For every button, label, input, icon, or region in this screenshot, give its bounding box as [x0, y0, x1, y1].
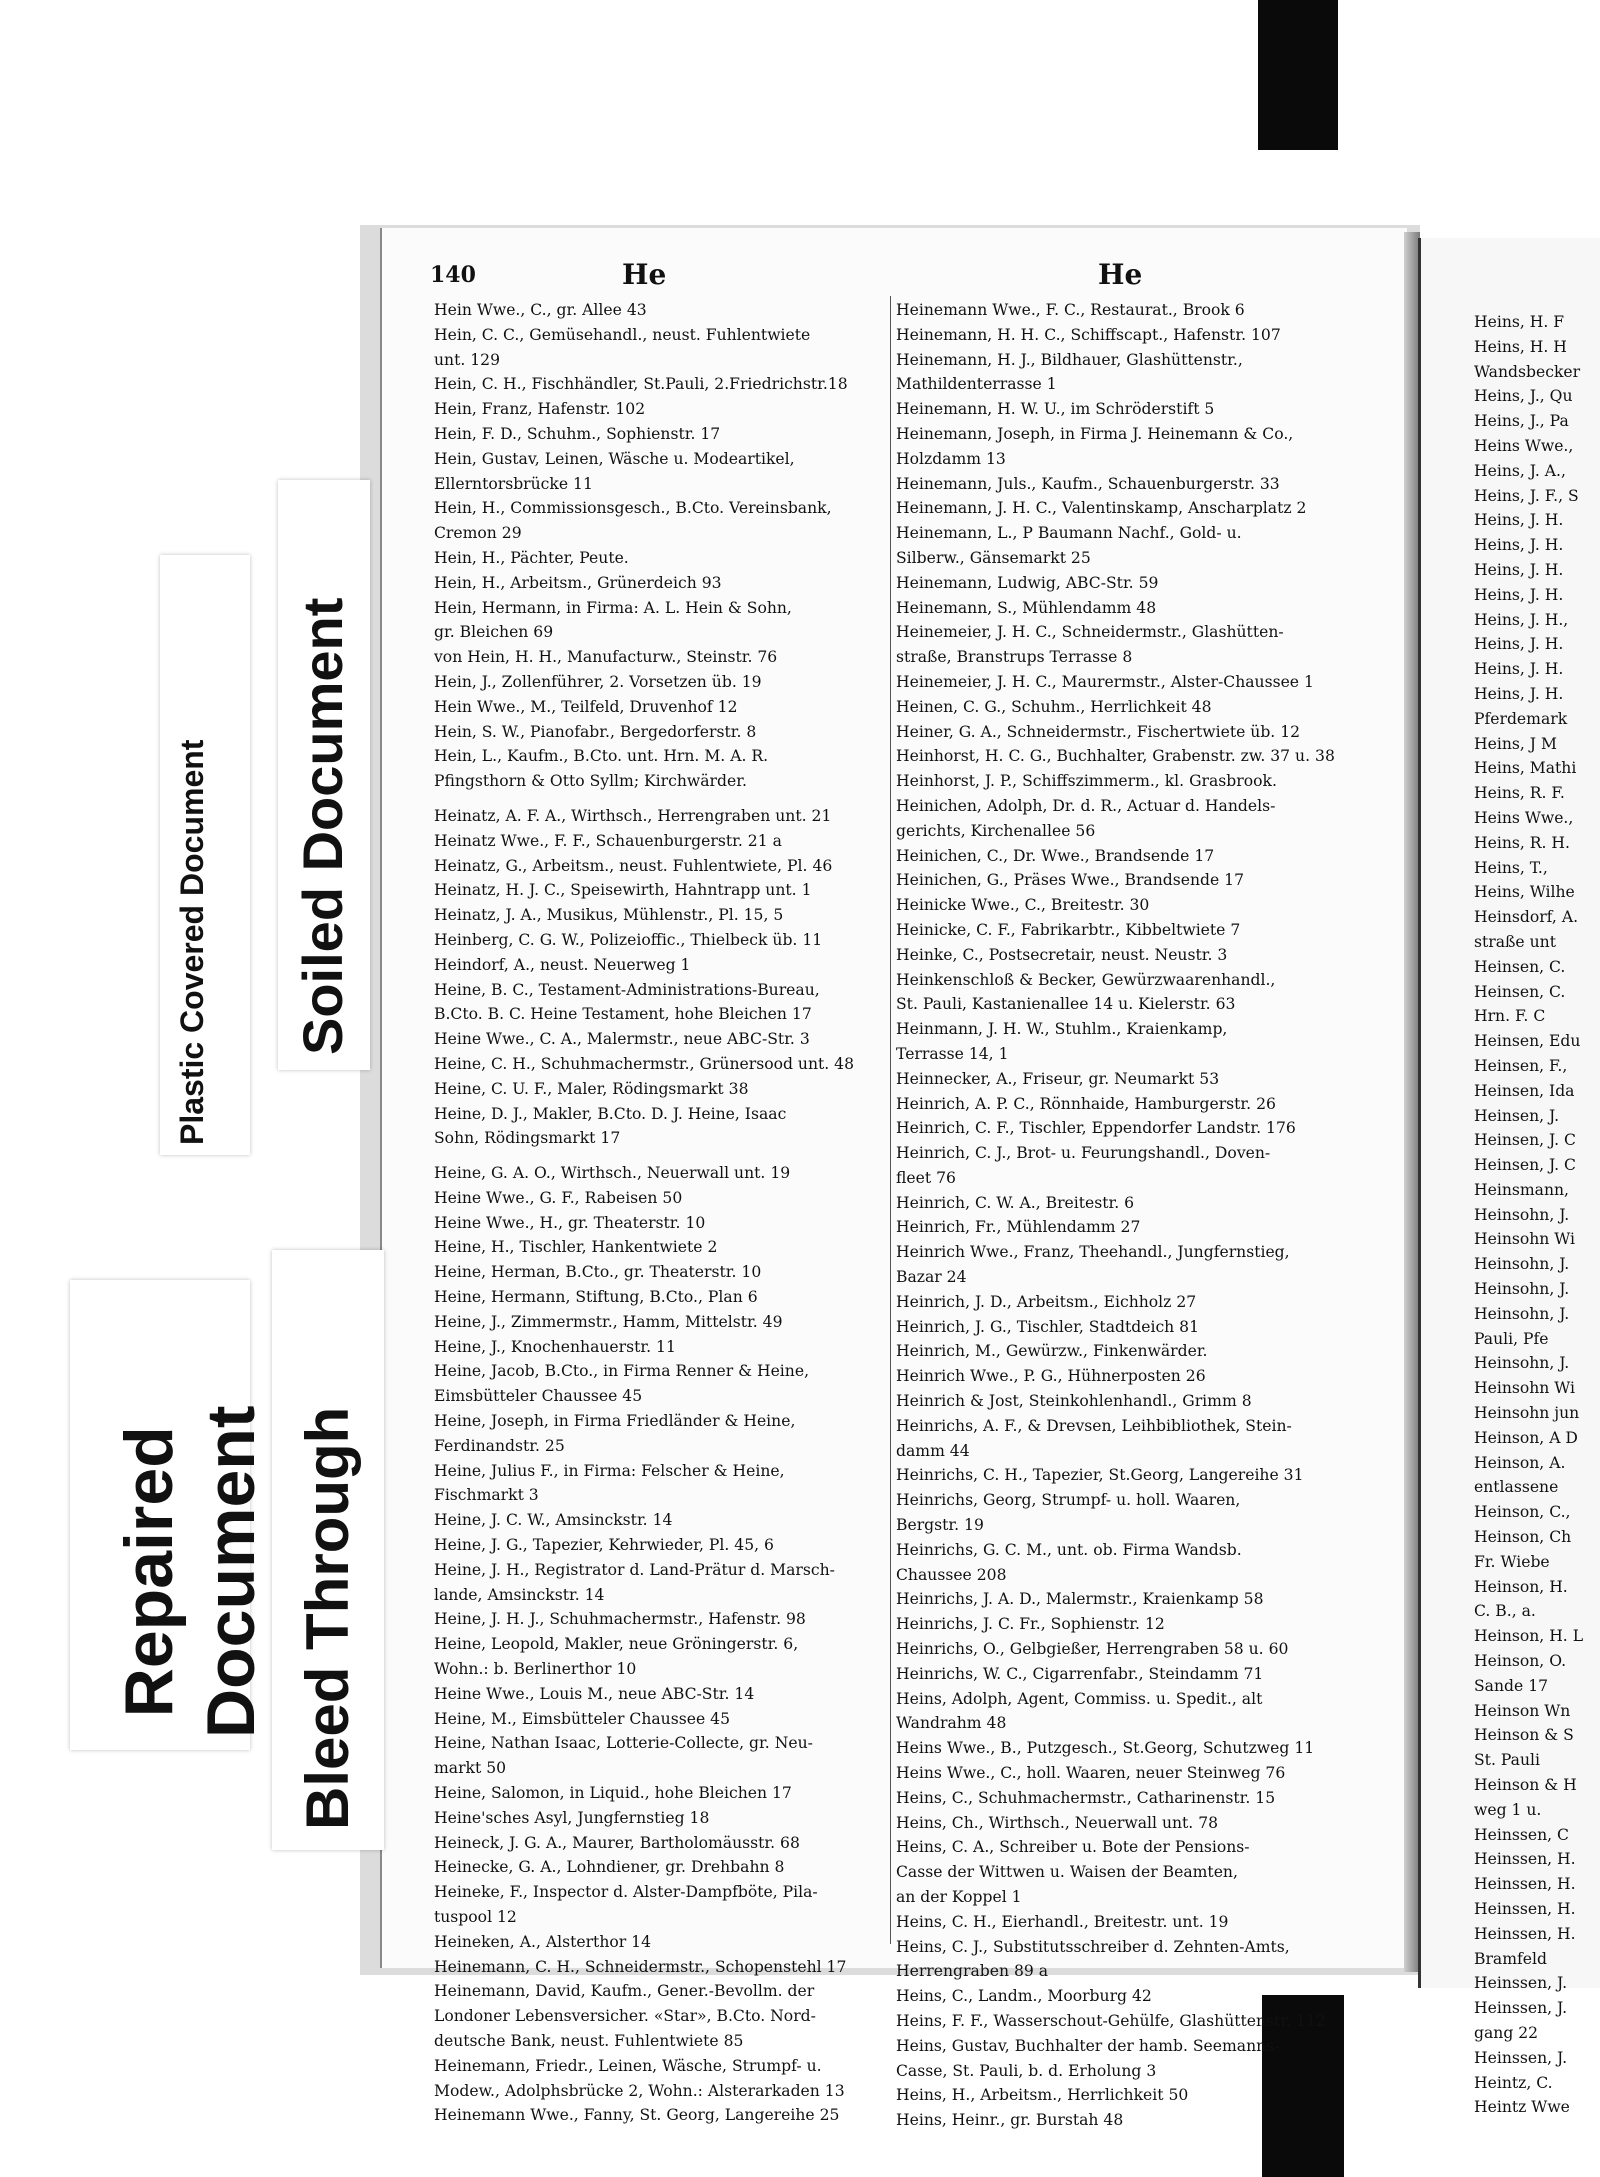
directory-entry: Hein, C. C., Gemüsehandl., neust. Fuhlentwiete [434, 325, 811, 344]
directory-entry: deutsche Bank, neust. Fuhlentwiete 85 [434, 2031, 744, 2050]
directory-entry: Heine, Jacob, B.Cto., in Firma Renner & Heine, [434, 1362, 810, 1381]
directory-entry: Heinemann, Joseph, in Firma J. Heinemann & Co., [896, 424, 1294, 443]
directory-entry: weg 1 u. [1474, 1800, 1542, 1819]
directory-entry: Heinrich, A. P. C., Rönnhaide, Hamburgerstr. 26 [896, 1094, 1276, 1113]
directory-entry: Heinemann, H. J., Bildhauer, Glashüttenstr., [896, 350, 1243, 369]
directory-entry: Heins, H. H [1474, 337, 1567, 356]
directory-entry: Heins Wwe., [1474, 436, 1574, 455]
directory-entry: Heinichen, Adolph, Dr. d. R., Actuar d. Handels- [896, 796, 1276, 815]
directory-entry: Heinsen, F., [1474, 1056, 1568, 1075]
label-soiled: Soiled Document [291, 597, 354, 1055]
directory-entry: Heinrichs, W. C., Cigarrenfabr., Steindamm 71 [896, 1664, 1264, 1683]
directory-entry: Pauli, Pfe [1474, 1329, 1549, 1348]
directory-entry: Hein, J., Zollenführer, 2. Vorsetzen üb. 19 [434, 672, 762, 691]
directory-entry: Heins, C. A., Schreiber u. Bote der Pensions- [896, 1838, 1250, 1857]
directory-entry: Heinrich Wwe., Franz, Theehandl., Jungfernstieg, [896, 1243, 1290, 1262]
directory-entry: Heins, J., Pa [1474, 412, 1569, 431]
directory-entry: Heine, G. A. O., Wirthsch., Neuerwall unt. 19 [434, 1164, 791, 1183]
directory-entry: Pferdemark [1474, 709, 1568, 728]
directory-entry: Chaussee 208 [896, 1565, 1007, 1584]
directory-entry: Heinrich, Fr., Mühlendamm 27 [896, 1218, 1141, 1237]
directory-entry: Heinberg, C. G. W., Polizeioffic., Thielbeck üb. 11 [434, 930, 823, 949]
directory-entry: Heinson & S [1474, 1726, 1574, 1745]
directory-entry: Heine, D. J., Makler, B.Cto. D. J. Heine, Isaac [434, 1104, 787, 1123]
directory-entry: Heinemann, S., Mühlendamm 48 [896, 598, 1157, 617]
directory-entry: Heins Wwe., [1474, 808, 1574, 827]
directory-entry: Heinemann Wwe., F. C., Restaurat., Brook 6 [896, 301, 1245, 319]
directory-entry: Heinkenschloß & Becker, Gewürzwaarenhandl., [896, 970, 1276, 989]
directory-entry: markt 50 [434, 1759, 507, 1778]
directory-entry: Heins, H. F [1474, 313, 1565, 331]
directory-entry: Eimsbütteler Chaussee 45 [434, 1387, 643, 1406]
directory-entry: Ellerntorsbrücke 11 [434, 474, 593, 493]
directory-entry: Heinsen, Ida [1474, 1081, 1575, 1100]
directory-entry: Heins Wwe., B., Putzgesch., St.Georg, Schutzweg 11 [896, 1739, 1315, 1758]
directory-entry: Hein Wwe., C., gr. Allee 43 [434, 301, 647, 319]
directory-entry: Heine, Hermann, Stiftung, B.Cto., Plan 6 [434, 1288, 758, 1307]
directory-entry: entlassene [1474, 1478, 1559, 1497]
directory-entry: Hein, F. D., Schuhm., Sophienstr. 17 [434, 424, 721, 443]
directory-entry: Heins, R. H. [1474, 833, 1570, 852]
directory-entry: lande, Amsinckstr. 14 [434, 1585, 605, 1604]
directory-entry: Heinson, H. [1474, 1577, 1568, 1596]
directory-entry: Heins, Heinr., gr. Burstah 48 [896, 2111, 1124, 2130]
directory-entry: Hein, H., Commissionsgesch., B.Cto. Vereinsbank, [434, 499, 832, 518]
directory-entry: fleet 76 [896, 1168, 956, 1187]
directory-entry: Heins, Mathi [1474, 759, 1577, 778]
directory-entry: Heinssen, H. [1474, 1924, 1576, 1943]
directory-entry: unt. 129 [434, 350, 501, 369]
directory-entry: Heine, Leopold, Makler, neue Gröningerstr. 6, [434, 1635, 799, 1654]
directory-entry: Heinsen, C. [1474, 957, 1566, 976]
directory-entry: Heinson, H. L [1474, 1627, 1584, 1646]
directory-entry: Heinson, A D [1474, 1428, 1578, 1447]
directory-entry: Cremon 29 [434, 524, 522, 543]
directory-entry: Heinrich, M., Gewürzw., Finkenwärder. [896, 1342, 1208, 1361]
directory-entry: tuspool 12 [434, 1908, 517, 1926]
directory-entry: Sohn, Rödingsmarkt 17 [434, 1129, 621, 1148]
middle-column [896, 298, 1352, 2133]
directory-entry: Heinemeier, J. H. C., Maurermstr., Alster-Chaussee 1 [896, 672, 1314, 691]
directory-entry: Hein, Franz, Hafenstr. 102 [434, 400, 646, 419]
directory-entry: Heinichen, C., Dr. Wwe., Brandsende 17 [896, 846, 1215, 865]
directory-entry: straße, Branstrups Terrasse 8 [896, 648, 1133, 667]
directory-entry: Silberw., Gänsemarkt 25 [896, 548, 1091, 567]
directory-entry: Sande 17 [1474, 1676, 1549, 1695]
directory-entry: Heinemeier, J. H. C., Schneidermstr., Glashütten- [896, 623, 1284, 642]
directory-entry [434, 1151, 890, 1161]
directory-entry: Heins, H., Arbeitsm., Herrlichkeit 50 [896, 2086, 1189, 2105]
directory-entry: straße unt [1474, 932, 1556, 951]
directory-entry: Heinatz, J. A., Musikus, Mühlenstr., Pl. 15, 5 [434, 906, 784, 925]
directory-entry: Heinson, A. [1474, 1453, 1566, 1472]
directory-entry: Heinemann, Friedr., Leinen, Wäsche, Strumpf- u. [434, 2056, 822, 2075]
directory-entry: Heinsen, J. C [1474, 1156, 1576, 1175]
directory-entry: Heins, Adolph, Agent, Commiss. u. Spedit., alt [896, 1689, 1263, 1708]
directory-entry: Heine, B. C., Testament-Administrations-Bureau, [434, 980, 820, 999]
directory-entry: Heinsohn Wi [1474, 1230, 1576, 1249]
directory-entry: damm 44 [896, 1441, 970, 1460]
directory-entry: Heins, J. H. [1474, 560, 1564, 579]
directory-entry: Heinrichs, C. H., Tapezier, St.Georg, Langereihe 31 [896, 1466, 1304, 1485]
directory-entry: Heins, R. F. [1474, 784, 1565, 803]
directory-entry: Casse, St. Pauli, b. d. Erholung 3 [896, 2061, 1157, 2080]
directory-entry: Heinhorst, J. P., Schiffszimmerm., kl. Grasbrook. [896, 772, 1277, 791]
directory-entry: Heinrich Wwe., P. G., Hühnerposten 26 [896, 1367, 1206, 1386]
directory-entry: Hrn. F. C [1474, 1007, 1546, 1026]
directory-entry: Londoner Lebensversicher. «Star», B.Cto. Nord- [434, 2007, 816, 2026]
directory-entry: Heine, J. H., Registrator d. Land-Prätur d. Marsch- [434, 1560, 835, 1579]
directory-entry: C. B., a. [1474, 1602, 1536, 1621]
directory-entry: Heinatz, H. J. C., Speisewirth, Hahntrapp unt. 1 [434, 881, 812, 900]
directory-entry: Ferdinandstr. 25 [434, 1436, 565, 1455]
directory-entry: Heine, C. U. F., Maler, Rödingsmarkt 38 [434, 1079, 749, 1098]
directory-entry: Wandrahm 48 [896, 1714, 1007, 1733]
directory-entry: Heine Wwe., Louis M., neue ABC-Str. 14 [434, 1684, 755, 1703]
directory-entry: Heinrich & Jost, Steinkohlenhandl., Grimm 8 [896, 1392, 1252, 1411]
directory-entry: Heinicke Wwe., C., Breitestr. 30 [896, 896, 1150, 915]
black-tape-top [1258, 0, 1338, 150]
directory-entry: Heine, Nathan Isaac, Lotterie-Collecte, gr. Neu- [434, 1734, 813, 1753]
directory-entry: Mathildenterrasse 1 [896, 375, 1057, 394]
directory-entry: Wandsbecker [1474, 362, 1581, 381]
directory-entry: Heinssen, H. [1474, 1850, 1576, 1869]
directory-entry: Heine, C. H., Schuhmachermstr., Grünersood unt. 48 [434, 1054, 855, 1073]
directory-entry: Heinecke, G. A., Lohndiener, gr. Drehbahn 8 [434, 1858, 785, 1877]
directory-entry: Heineke, F., Inspector d. Alster-Dampfböte, Pila- [434, 1883, 818, 1902]
directory-entry: Heins, J. H. [1474, 585, 1564, 604]
directory-entry: Fischmarkt 3 [434, 1486, 539, 1505]
directory-entry: Hein, Gustav, Leinen, Wäsche u. Modeartikel, [434, 449, 795, 468]
directory-entry: Wohn.: b. Berlinerthor 10 [434, 1660, 637, 1679]
directory-entry: Hein, Hermann, in Firma: A. L. Hein & Sohn, [434, 598, 792, 617]
running-head-right: He [1098, 258, 1143, 291]
directory-entry [434, 794, 890, 804]
directory-entry: Heins, J. H. [1474, 684, 1564, 703]
directory-entry: Heins, J. H. [1474, 511, 1564, 530]
directory-entry: Heins, J. H., [1474, 610, 1569, 629]
directory-entry: Heinrich, C. W. A., Breitestr. 6 [896, 1193, 1135, 1212]
directory-entry: Heine, Salomon, in Liquid., hohe Bleichen 17 [434, 1784, 792, 1803]
directory-entry: Heins, F. F., Wasserschout-Gehülfe, Glashüttenstr. 112 [896, 2011, 1326, 2030]
directory-entry: Heinemann, Juls., Kaufm., Schauenburgerstr. 33 [896, 474, 1280, 493]
directory-entry: Heinsohn, J. [1474, 1205, 1570, 1224]
directory-entry: St. Pauli [1474, 1751, 1540, 1770]
directory-entry: Heinson, Ch [1474, 1528, 1572, 1547]
directory-entry: Bergstr. 19 [896, 1516, 984, 1535]
directory-entry: Heinsen, J. [1474, 1106, 1560, 1125]
directory-entry: Heinssen, J. [1474, 1974, 1568, 1993]
directory-entry: Heine Wwe., H., gr. Theaterstr. 10 [434, 1213, 706, 1232]
directory-entry: Heins Wwe., C., holl. Waaren, neuer Steinweg 76 [896, 1764, 1286, 1783]
directory-entry: Heine, Herman, B.Cto., gr. Theaterstr. 10 [434, 1263, 762, 1282]
directory-entry: Heine'sches Asyl, Jungfernstieg 18 [434, 1808, 710, 1827]
directory-entry: Heinicke, C. F., Fabrikarbtr., Kibbeltwiete 7 [896, 920, 1241, 939]
directory-entry: Heintz, C. [1474, 2073, 1553, 2092]
directory-entry: Heine, Julius F., in Firma: Felscher & Heine, [434, 1461, 785, 1480]
directory-entry: Heinemann, H. W. U., im Schröderstift 5 [896, 400, 1215, 419]
directory-entry: Heins, Ch., Wirthsch., Neuerwall unt. 78 [896, 1813, 1219, 1832]
directory-entry: Heinssen, H. [1474, 1875, 1576, 1894]
directory-entry: gang 22 [1474, 2023, 1539, 2042]
directory-entry: Heinsmann, [1474, 1180, 1569, 1199]
directory-entry: Heine Wwe., C. A., Malermstr., neue ABC-Str. 3 [434, 1030, 810, 1049]
directory-entry: Heine Wwe., G. F., Rabeisen 50 [434, 1188, 683, 1207]
label-bleed-through: Bleed Through [294, 1406, 361, 1830]
directory-entry: Heinrichs, O., Gelbgießer, Herrengraben 58 u. 60 [896, 1640, 1289, 1659]
directory-entry: Heinemann, H. H. C., Schiffscapt., Hafenstr. 107 [896, 325, 1281, 344]
column-divider [890, 296, 891, 1944]
directory-entry: Heinrichs, Georg, Strumpf- u. holl. Waaren, [896, 1491, 1241, 1510]
directory-entry: Heine, J. G., Tapezier, Kehrwieder, Pl. 45, 6 [434, 1536, 774, 1555]
directory-entry: Heinemann, Ludwig, ABC-Str. 59 [896, 573, 1159, 592]
directory-entry: Heins, J. H. [1474, 536, 1564, 555]
directory-entry: Hein, H., Arbeitsm., Grünerdeich 93 [434, 573, 722, 592]
directory-entry: Modew., Adolphsbrücke 2, Wohn.: Alsterarkaden 13 [434, 2081, 845, 2100]
directory-entry: Heins, J. A., [1474, 461, 1566, 480]
directory-entry: Heinrich, C. J., Brot- u. Feurungshandl., Doven- [896, 1144, 1271, 1163]
directory-entry: Heinssen, H. [1474, 1900, 1576, 1918]
directory-entry: gr. Bleichen 69 [434, 623, 554, 642]
directory-entry: Heine, M., Eimsbütteler Chaussee 45 [434, 1709, 730, 1728]
directory-entry: Holzdamm 13 [896, 449, 1006, 468]
directory-entry: Heinssen, C [1474, 1825, 1569, 1844]
directory-entry: Heinsohn jun [1474, 1404, 1580, 1423]
label-plastic-covered: Plastic Covered Document [174, 739, 210, 1145]
directory-entry: Herrengraben 89 a [896, 1962, 1049, 1981]
directory-entry: Heinemann, C. H., Schneidermstr., Schopenstehl 17 [434, 1957, 847, 1976]
directory-entry: Heinrich, J. D., Arbeitsm., Eichholz 27 [896, 1292, 1197, 1311]
directory-entry: Heinrich, J. G., Tischler, Stadtdeich 81 [896, 1317, 1200, 1336]
left-column [434, 298, 890, 2128]
label-repaired [108, 1406, 272, 1738]
directory-entry: Heinrichs, J. C. Fr., Sophienstr. 12 [896, 1615, 1165, 1634]
facing-page-column [1474, 310, 1600, 2120]
directory-entry: Heinmann, J. H. W., Stuhlm., Kraienkamp, [896, 1020, 1228, 1039]
directory-entry: Heinson & H [1474, 1776, 1577, 1795]
directory-entry: Heinrichs, A. F., & Drevsen, Leihbibliothek, Stein- [896, 1416, 1292, 1435]
directory-entry: Heinatz, A. F. A., Wirthsch., Herrengraben unt. 21 [434, 806, 832, 825]
directory-entry: Heinemann Wwe., Fanny, St. Georg, Langereihe 25 [434, 2106, 840, 2125]
directory-entry: Heineck, J. G. A., Maurer, Bartholomäusstr. 68 [434, 1833, 800, 1852]
directory-entry: Heinke, C., Postsecretair, neust. Neustr. 3 [896, 945, 1228, 964]
directory-entry: B.Cto. B. C. Heine Testament, hohe Bleichen 17 [434, 1005, 812, 1024]
directory-entry: Heine, Joseph, in Firma Friedländer & Heine, [434, 1412, 796, 1431]
directory-entry: Casse der Wittwen u. Waisen der Beamten, [896, 1863, 1238, 1882]
directory-entry: Heins, T., [1474, 858, 1548, 877]
directory-entry: Fr. Wiebe [1474, 1552, 1550, 1571]
running-head-left: He [622, 258, 667, 291]
directory-entry: Bazar 24 [896, 1268, 967, 1287]
directory-entry: Heinssen, J. [1474, 2048, 1568, 2067]
directory-entry: Heinichen, G., Präses Wwe., Brandsende 17 [896, 871, 1245, 890]
directory-entry: Heins, Gustav, Buchhalter der hamb. Seemanns- [896, 2036, 1280, 2055]
directory-entry: Heinatz Wwe., F. F., Schauenburgerstr. 21 a [434, 831, 782, 850]
directory-entry: Heindorf, A., neust. Neuerweg 1 [434, 955, 691, 974]
directory-entry: Heins, C., Landm., Moorburg 42 [896, 1987, 1152, 2006]
directory-entry: Heinson Wn [1474, 1701, 1571, 1720]
directory-entry: Heinemann, David, Kaufm., Gener.-Bevollm. der [434, 1982, 815, 2001]
directory-entry: Heine, J. C. W., Amsinckstr. 14 [434, 1511, 673, 1530]
directory-entry: Heinsen, Edu [1474, 1032, 1581, 1051]
directory-entry: St. Pauli, Kastanienallee 14 u. Kielerstr. 63 [896, 995, 1236, 1014]
directory-entry: Heins, C. H., Eierhandl., Breitestr. unt. 19 [896, 1912, 1229, 1931]
page-number: 140 [430, 262, 476, 288]
directory-entry: Heinnecker, A., Friseur, gr. Neumarkt 53 [896, 1069, 1220, 1088]
directory-entry: Heinemann, J. H. C., Valentinskamp, Anscharplatz 2 [896, 499, 1307, 518]
directory-entry: Bramfeld [1474, 1949, 1547, 1968]
directory-entry: Heinsohn, J. [1474, 1280, 1570, 1299]
directory-entry: Heinhorst, H. C. G., Buchhalter, Grabenstr. zw. 37 u. 38 [896, 747, 1335, 766]
directory-entry: Heinssen, J. [1474, 1999, 1568, 2018]
directory-entry: gerichts, Kirchenallee 56 [896, 821, 1096, 840]
directory-entry: an der Koppel 1 [896, 1888, 1022, 1906]
directory-entry: Heinsohn, J. [1474, 1354, 1570, 1373]
directory-entry: Heinrichs, G. C. M., unt. ob. Firma Wandsb. [896, 1540, 1242, 1559]
label-repaired-line1: Repaired [111, 1426, 187, 1718]
directory-entry: Heins, J. H. [1474, 660, 1564, 679]
directory-entry: Heinsdorf, A. [1474, 908, 1579, 927]
directory-entry: Heinsohn, J. [1474, 1304, 1570, 1323]
directory-entry: Heinson, O. [1474, 1652, 1567, 1671]
directory-entry: Heinsen, C. [1474, 982, 1566, 1001]
directory-entry: Heinemann, L., P Baumann Nachf., Gold- u. [896, 524, 1242, 543]
directory-entry: Hein, C. H., Fischhändler, St.Pauli, 2.Friedrichstr.18 [434, 375, 848, 394]
directory-entry: Heinson, C., [1474, 1503, 1571, 1522]
directory-entry: Heins, C., Schuhmachermstr., Catharinenstr. 15 [896, 1788, 1276, 1807]
directory-entry: Heine, H., Tischler, Hankentwiete 2 [434, 1238, 718, 1257]
directory-entry: Heinsen, J. C [1474, 1131, 1576, 1150]
directory-entry: Terrasse 14, 1 [896, 1044, 1009, 1063]
directory-entry: Heinrichs, J. A. D., Malermstr., Kraienkamp 58 [896, 1590, 1264, 1609]
directory-entry: Hein, H., Pächter, Peute. [434, 548, 629, 567]
directory-entry: Heine, J., Knochenhauerstr. 11 [434, 1337, 676, 1356]
directory-entry: Heinsohn Wi [1474, 1379, 1576, 1398]
directory-entry: Heinatz, G., Arbeitsm., neust. Fuhlentwiete, Pl. 46 [434, 856, 833, 875]
directory-entry: Heine, J., Zimmermstr., Hamm, Mittelstr. 49 [434, 1312, 783, 1331]
directory-entry: Heiner, G. A., Schneidermstr., Fischertwiete üb. 12 [896, 722, 1301, 741]
directory-entry: Hein, S. W., Pianofabr., Bergedorferstr. 8 [434, 722, 757, 741]
directory-entry: Heins, J. H. [1474, 635, 1564, 654]
directory-entry: Heins, J., Qu [1474, 387, 1573, 406]
directory-entry: Heinsohn, J. [1474, 1255, 1570, 1274]
directory-entry: Heins, J M [1474, 734, 1557, 753]
directory-entry: Pfingsthorn & Otto Syllm; Kirchwärder. [434, 772, 747, 791]
directory-entry: Heins, Wilhe [1474, 883, 1575, 902]
directory-entry: Heins, J. F., S [1474, 486, 1579, 505]
label-repaired-line2: Document [193, 1405, 269, 1738]
directory-entry: Heins, C. J., Substitutsschreiber d. Zehnten-Amts, [896, 1937, 1290, 1956]
directory-entry: Heinen, C. G., Schuhm., Herrlichkeit 48 [896, 697, 1212, 716]
directory-entry: von Hein, H. H., Manufacturw., Steinstr. 76 [434, 648, 778, 667]
directory-entry: Heine, J. H. J., Schuhmachermstr., Hafenstr. 98 [434, 1610, 806, 1629]
directory-entry: Hein Wwe., M., Teilfeld, Druvenhof 12 [434, 697, 738, 716]
directory-entry: Hein, L., Kaufm., B.Cto. unt. Hrn. M. A. R. [434, 747, 769, 766]
directory-entry: Heintz Wwe [1474, 2098, 1570, 2117]
directory-entry: Heinrich, C. F., Tischler, Eppendorfer Landstr. 176 [896, 1119, 1296, 1138]
directory-entry: Heineken, A., Alsterthor 14 [434, 1932, 652, 1951]
